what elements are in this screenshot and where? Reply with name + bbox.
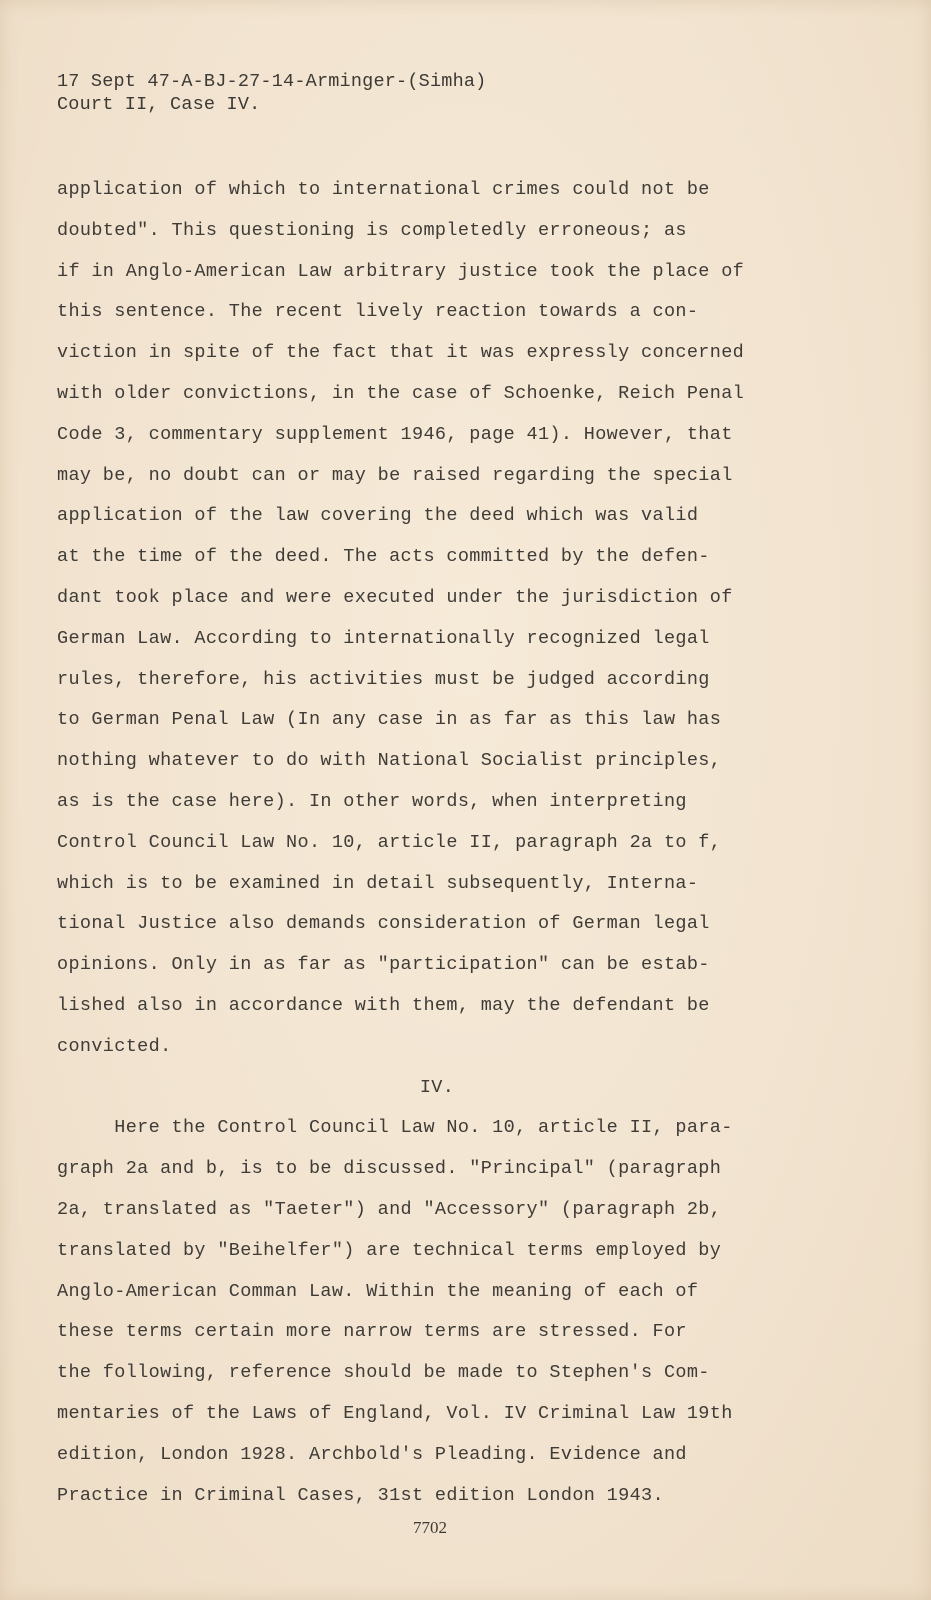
- text-line: if in Anglo-American Law arbitrary justice took the place of: [57, 260, 745, 282]
- text-line: dant took place and were executed under the jurisdiction of: [57, 586, 733, 608]
- text-line: to German Penal Law (In any case in as far as this law has: [57, 709, 722, 731]
- text-line: Anglo-American Comman Law. Within the meaning of each of: [57, 1280, 699, 1302]
- text-line: rules, therefore, his activities must be judged according: [57, 668, 710, 690]
- text-line: viction in spite of the fact that it was expressly concerned: [57, 342, 745, 364]
- text-line: mentaries of the Laws of England, Vol. IV Criminal Law 19th: [57, 1402, 733, 1424]
- section-heading: IV.: [419, 1076, 455, 1098]
- text-line: nothing whatever to do with National Socialist principles,: [57, 750, 722, 772]
- text-line: may be, no doubt can or may be raised regarding the special: [57, 464, 733, 486]
- text-line: with older convictions, in the case of Schoenke, Reich Penal: [57, 382, 745, 404]
- document-header: [57, 70, 486, 116]
- text-line: application of which to international crimes could not be: [57, 179, 710, 200]
- text-line: Practice in Criminal Cases, 31st edition London 1943.: [57, 1484, 664, 1506]
- text-line: doubted". This questioning is completedly erroneous; as: [57, 219, 687, 241]
- header-court-line: Court II, Case IV.: [57, 94, 261, 115]
- text-line: edition, London 1928. Archbold's Pleading. Evidence and: [57, 1443, 687, 1465]
- text-line: as is the case here). In other words, when interpreting: [57, 790, 687, 812]
- document-body: [57, 170, 877, 1516]
- text-line: lished also in accordance with them, may the defendant be: [57, 994, 710, 1016]
- text-line: this sentence. The recent lively reaction towards a con-: [57, 301, 699, 323]
- text-line: German Law. According to internationally recognized legal: [57, 627, 710, 649]
- text-line: the following, reference should be made to Stephen's Com-: [57, 1362, 710, 1384]
- paragraph-2: [57, 1108, 877, 1516]
- text-line: application of the law covering the deed which was valid: [57, 505, 699, 527]
- text-line: 2a, translated as "Taeter") and "Accessory" (paragraph 2b,: [57, 1198, 722, 1220]
- text-line: Control Council Law No. 10, article II, paragraph 2a to f,: [57, 831, 722, 853]
- text-line: tional Justice also demands consideration of German legal: [57, 913, 710, 935]
- text-line: Code 3, commentary supplement 1946, page 41). However, that: [57, 423, 733, 445]
- text-line: these terms certain more narrow terms are stressed. For: [57, 1321, 687, 1343]
- page-number: 7702: [413, 1518, 447, 1537]
- text-line: at the time of the deed. The acts committed by the defen-: [57, 546, 710, 568]
- header-reference-line: 17 Sept 47-A-BJ-27-14-Arminger-(Simha): [57, 71, 487, 92]
- text-line: which is to be examined in detail subsequently, Interna-: [57, 872, 699, 894]
- text-line: Here the Control Council Law No. 10, article II, para-: [57, 1117, 733, 1139]
- text-line: convicted.: [57, 1035, 172, 1057]
- paragraph-1: [57, 170, 877, 1068]
- text-line: graph 2a and b, is to be discussed. "Principal" (paragraph: [57, 1158, 722, 1180]
- text-line: translated by "Beihelfer") are technical terms employed by: [57, 1239, 722, 1261]
- text-line: opinions. Only in as far as "participation" can be estab-: [57, 954, 710, 976]
